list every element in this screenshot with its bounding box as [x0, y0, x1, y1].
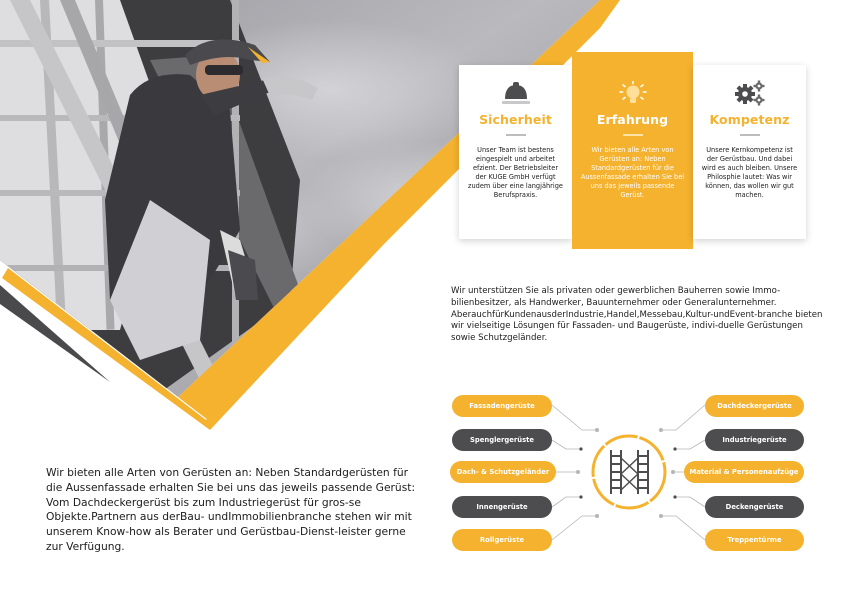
card-text: Unser Team ist bestens eingespielt und arbeitet efzient. Der Betriebsleiter der KUGE GmbH verfügt zudem über eine langjährige Berufspraxis. — [468, 145, 563, 200]
intro-paragraph: Wir unterstützen Sie als privaten oder gewerblichen Bauherren sowie Immo-bilienbesitzer, als Handwerker, Bauunternehmer oder Generalunternehmer. AberauchfürKundenausderIndustrie,Handel,Messebau,Kultur-undEvent-branche bieten wir vielseitige Lösungen für Fassaden- und Baugerüste, indivi-duelle Gerüstungen sowie Schutzgeländer. — [451, 286, 823, 344]
card-title: Erfahrung — [596, 112, 669, 127]
service-treppentuerme[interactable]: Treppentürme — [705, 529, 804, 551]
divider — [506, 134, 526, 136]
card-erfahrung — [572, 52, 693, 249]
service-fassadengerueste[interactable]: Fassadengerüste — [452, 395, 552, 417]
service-innengerueste[interactable]: Innengerüste — [452, 496, 552, 518]
gears-icon — [693, 79, 806, 107]
card-title: Kompetenz — [709, 112, 790, 127]
service-material-personenaufzuege[interactable]: Material & Personenaufzüge — [684, 461, 804, 483]
services-paragraph: Wir bieten alle Arten von Gerüsten an: Neben Standardgerüsten für die Aussenfassade erhalten Sie bei uns das jeweils passende Gerüst: Vom Dachdeckergerüst bis zum Industriegerüst für gros-se Objekte.Partnern aus derBau- undImmobilienbranche stehen wir mit unserem Know-how als Berater und Gerüstbau-Dienst-leister gerne zur Verfügung. — [46, 466, 416, 553]
card-text: Wir bieten alle Arten von Gerüsten an: Neben Standardgerüsten für die Aussenfassade erhalten Sie bei uns das jeweils passende Gerüst. — [580, 145, 685, 200]
service-deckengerueste[interactable]: Deckengerüste — [705, 496, 804, 518]
service-dach-schutzgelaender[interactable]: Dach- & Schutzgeländer — [450, 461, 556, 483]
service-rollgerueste[interactable]: Rollgerüste — [452, 529, 552, 551]
hard-hat-icon — [459, 79, 572, 107]
card-sicherheit — [459, 65, 572, 239]
card-title: Sicherheit — [479, 112, 552, 127]
service-dachdeckergerueste[interactable]: Dachdeckergerüste — [705, 395, 804, 417]
service-spenglergerueste[interactable]: Spenglergerüste — [452, 429, 552, 451]
divider — [623, 134, 643, 136]
divider — [740, 134, 760, 136]
card-text: Unsere Kernkompetenz ist der Gerüstbau. Und dabei wird es auch bleiben. Unsere Philosphie lautet: Was wir können, das wollen wir gut machen. — [701, 145, 798, 200]
lightbulb-icon — [572, 79, 693, 107]
service-industriegerueste[interactable]: Industriegerüste — [705, 429, 804, 451]
card-kompetenz — [693, 65, 806, 239]
